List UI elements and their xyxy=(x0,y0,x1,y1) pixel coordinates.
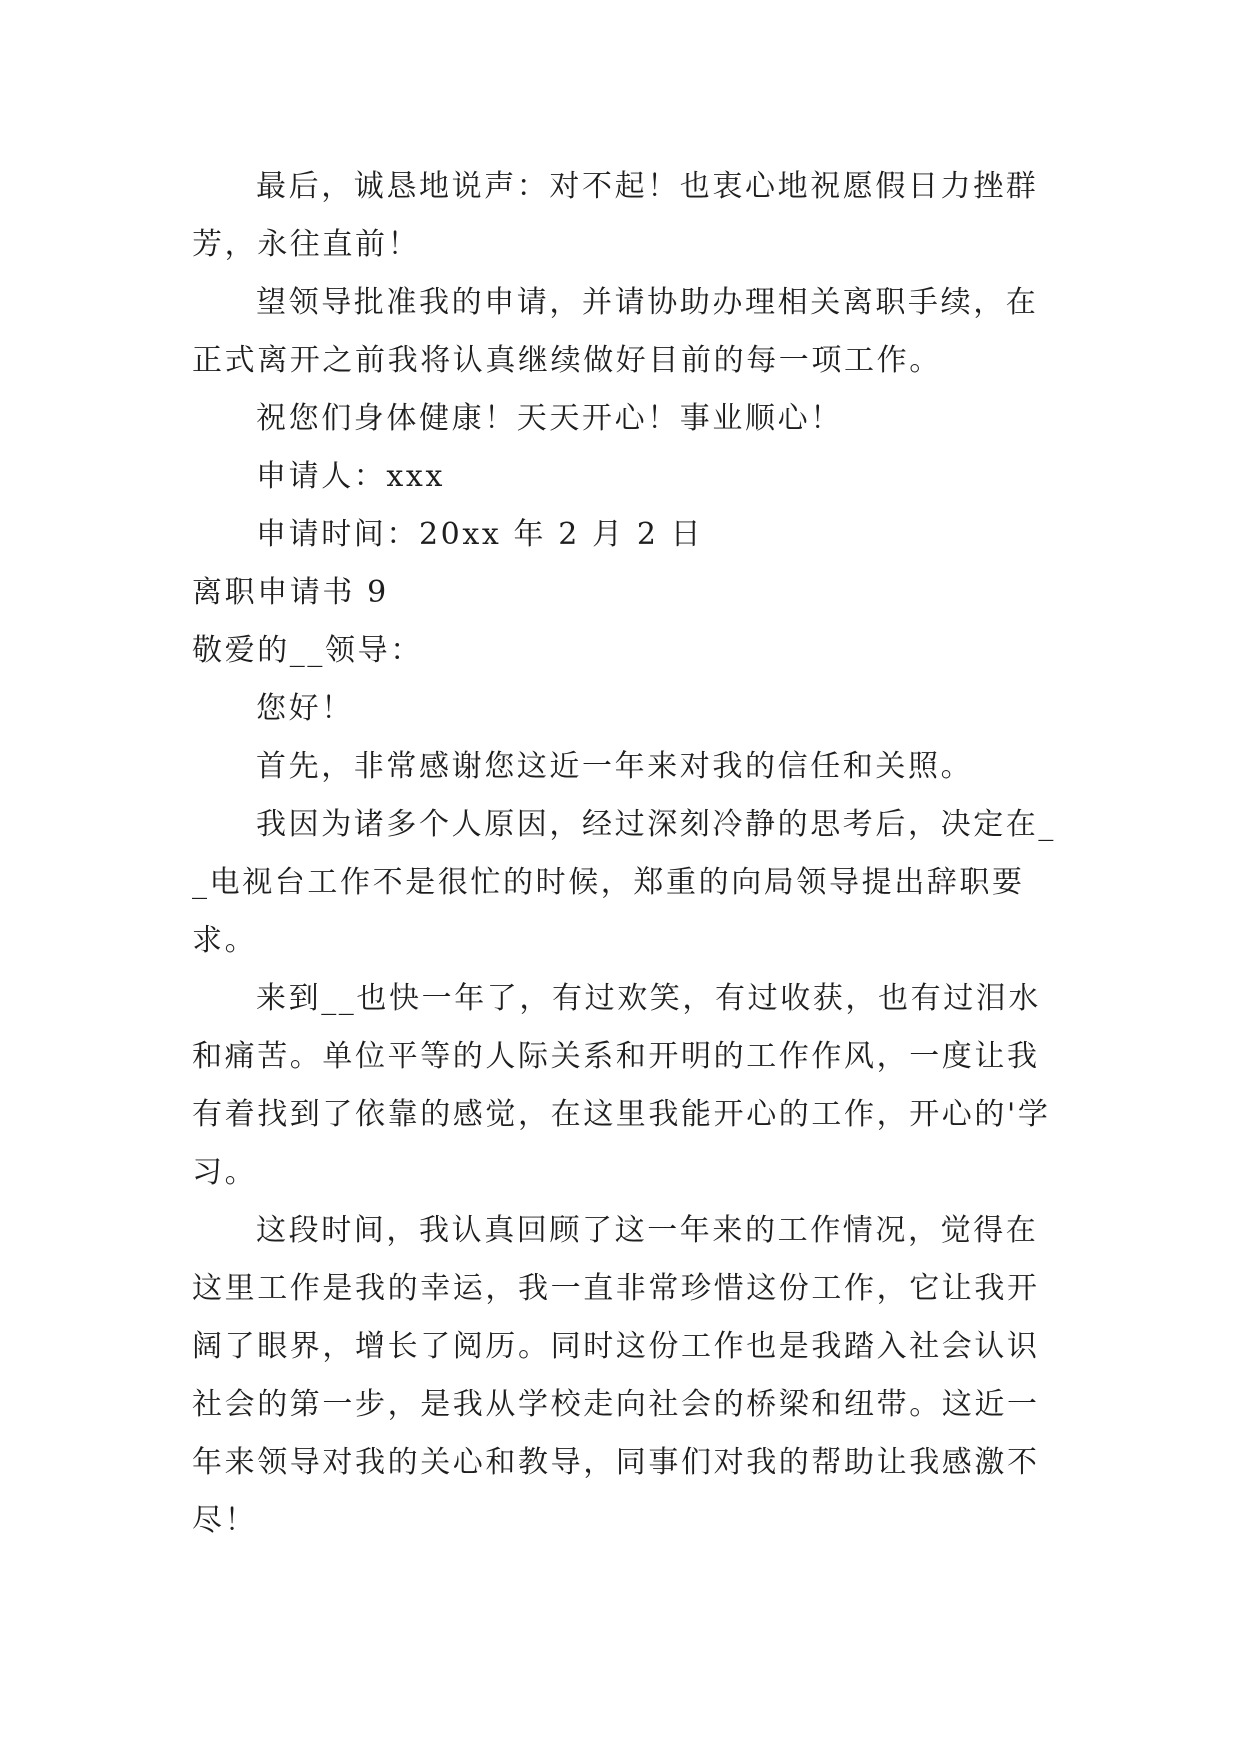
paragraph-experience: 来到__也快一年了，有过欢笑，有过收获，也有过泪水和痛苦。单位平等的人际关系和开明的工作作风，一度让我有着找到了依靠的感觉，在这里我能开心的工作，开心的'学习。 xyxy=(192,981,1051,1190)
paragraph-approval-request: 望领导批准我的申请，并请协助办理相关离职手续，在正式离开之前我将认真继续做好目前的每一项工作。 xyxy=(192,285,1039,378)
paragraph-reflection: 这段时间，我认真回顾了这一年来的工作情况，觉得在这里工作是我的幸运，我一直非常珍惜这份工作，它让我开阔了眼界，增长了阅历。同时这份工作也是我踏入社会认识社会的第一步，是我从学校走向社会的桥梁和纽带。这近一年来领导对我的关心和教导，同事们对我的帮助让我感激不尽！ xyxy=(192,1213,1040,1538)
paragraph-thanks: 首先，非常感谢您这近一年来对我的信任和关照。 xyxy=(256,749,974,784)
greeting: 您好！ xyxy=(256,691,354,726)
paragraph-closing-apology: 最后，诚恳地说声：对不起！也衷心地祝愿假日力挫群芳，永往直前！ xyxy=(192,169,1039,262)
salutation: 敬爱的__领导： xyxy=(192,633,423,668)
document-body xyxy=(192,158,1058,1550)
application-date-line: 申请时间：20xx 年 2 月 2 日 xyxy=(256,517,704,552)
paragraph-resignation-reason: 我因为诸多个人原因，经过深刻冷静的思考后，决定在__电视台工作不是很忙的时候，郑重的向局领导提出辞职要求。 xyxy=(192,807,1056,958)
paragraph-wishes: 祝您们身体健康！天天开心！事业顺心！ xyxy=(256,401,843,436)
applicant-line: 申请人：xxx xyxy=(256,459,445,494)
section-title: 离职申请书 9 xyxy=(192,575,389,610)
